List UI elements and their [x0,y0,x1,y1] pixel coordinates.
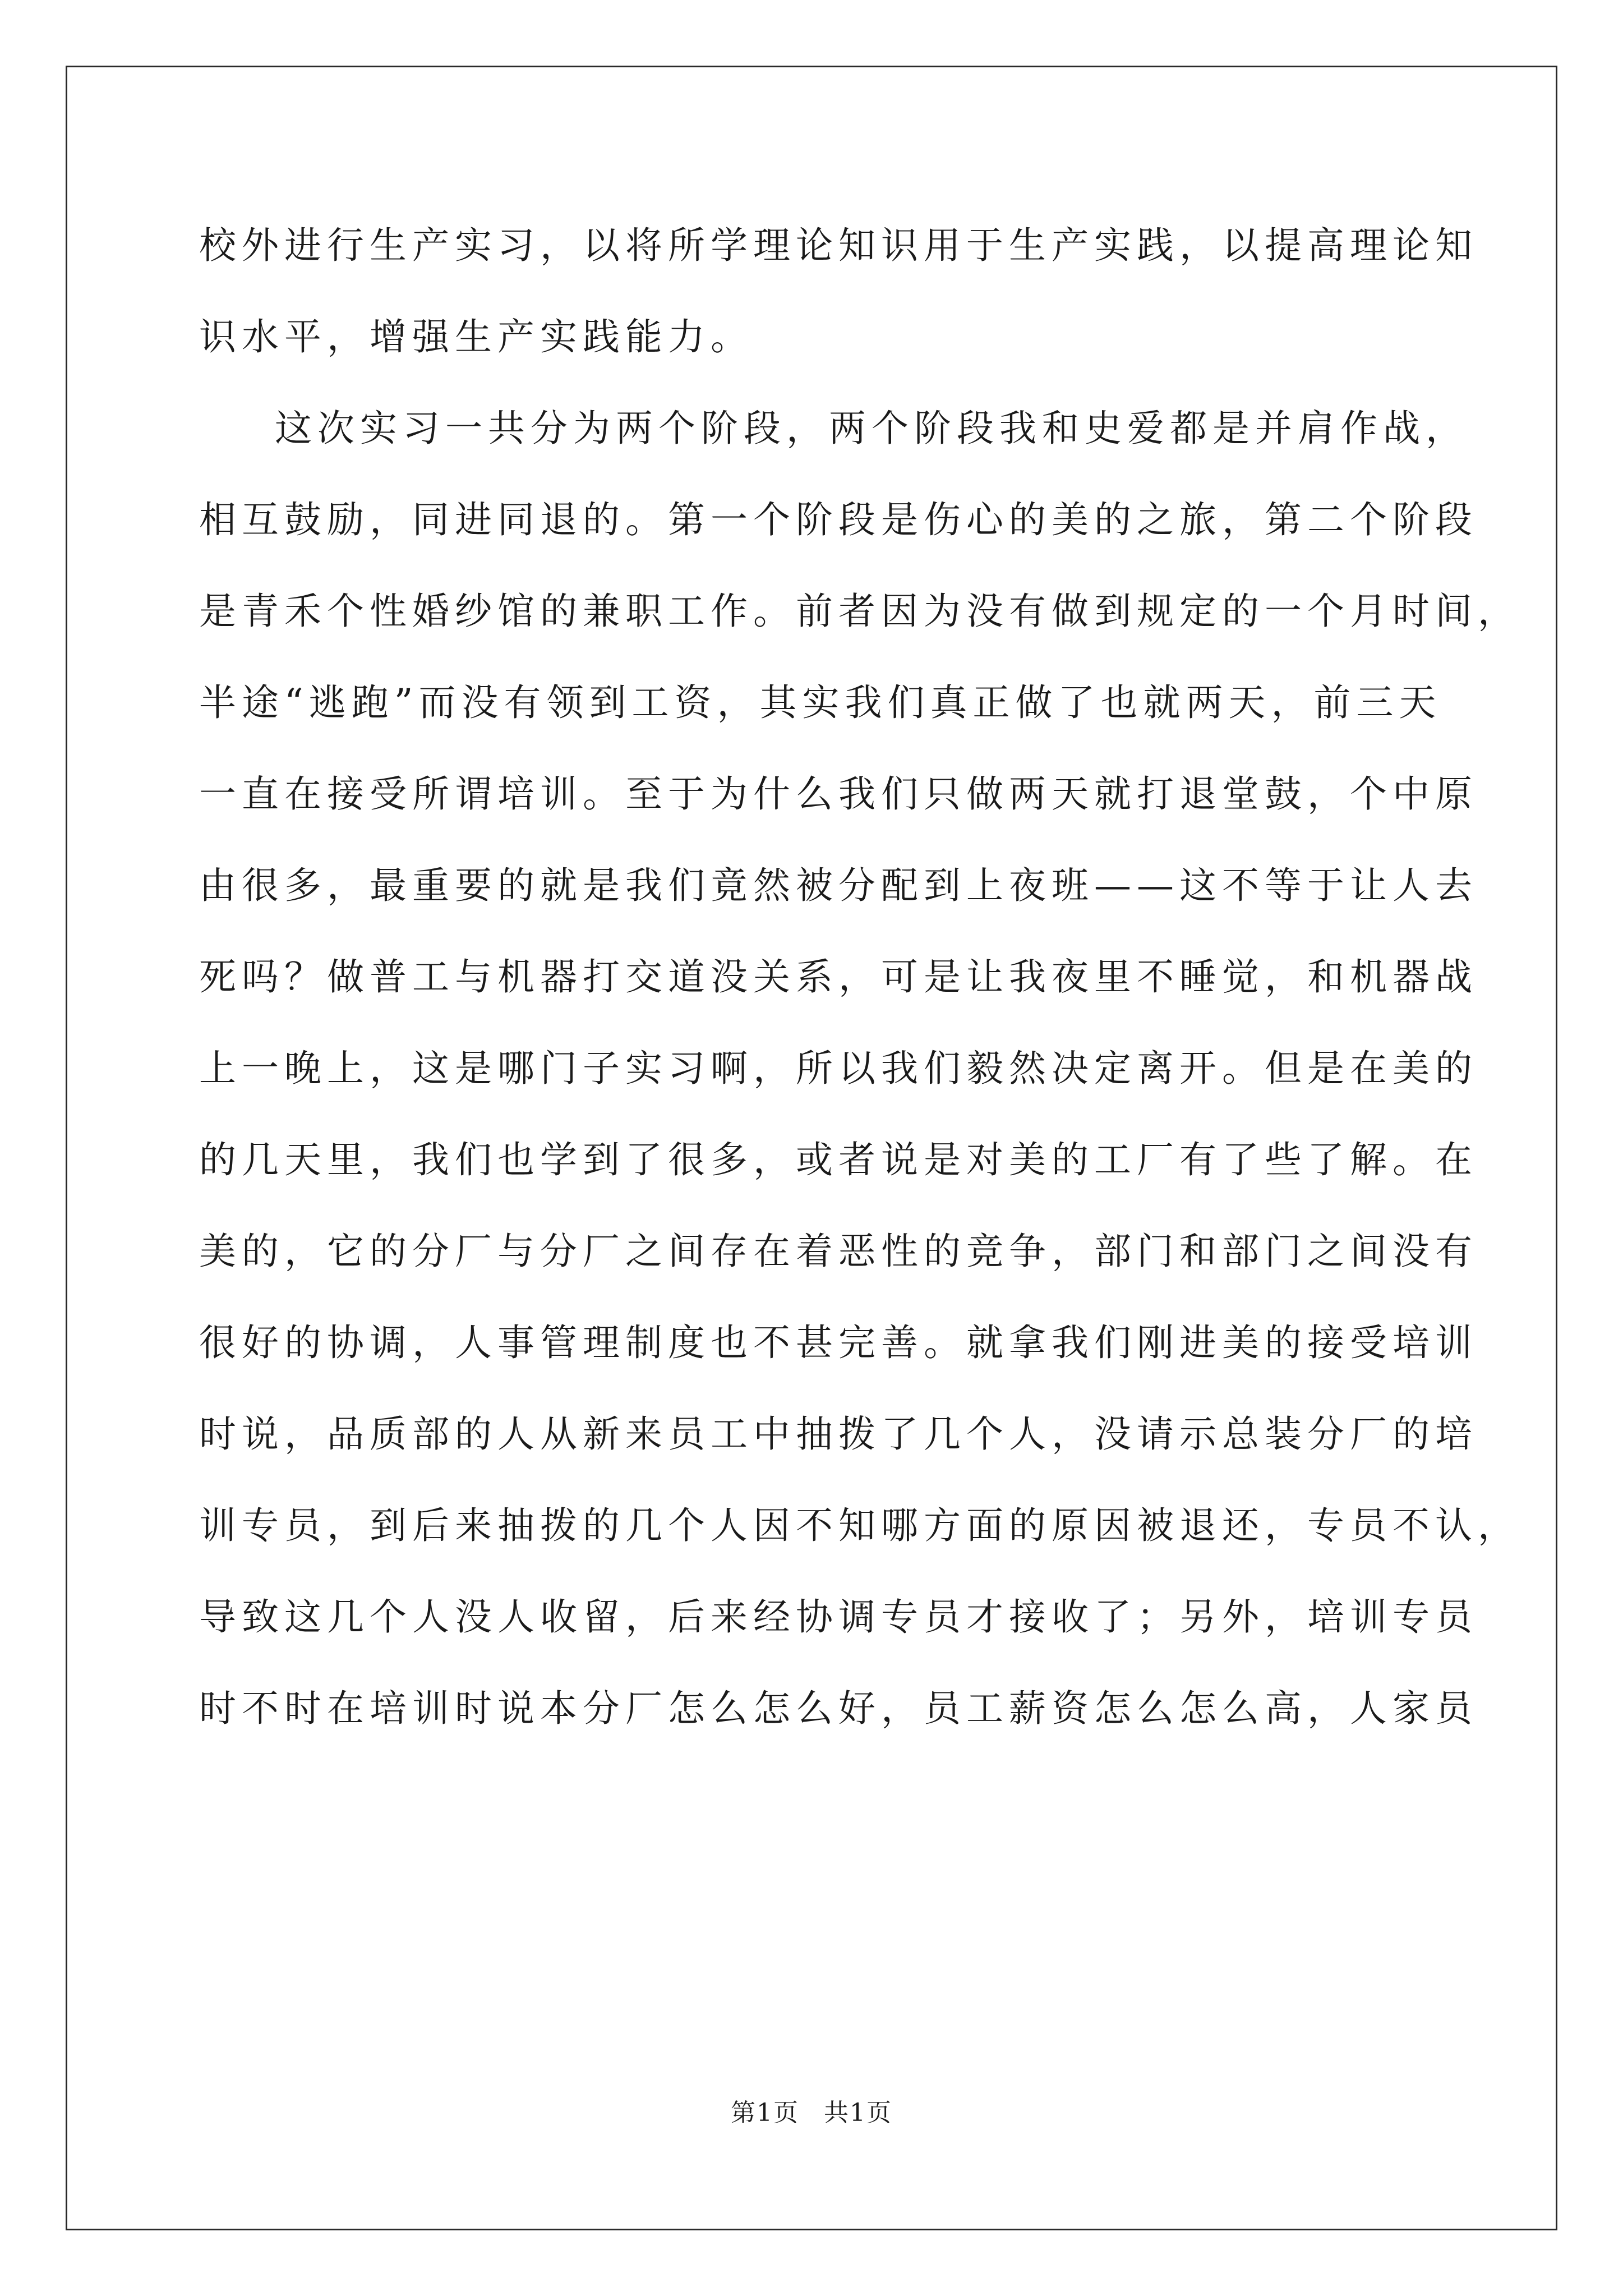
text-line: 死吗？做普工与机器打交道没关系，可是让我夜里不睡觉，和机器战 [199,955,1478,999]
text-line: 导致这几个人没人收留，后来经协调专员才接收了；另外，培训专员 [199,1595,1478,1639]
text-line: 半途“逃跑”而没有领到工资，其实我们真正做了也就两天，前三天 [199,681,1442,724]
text-line: 的几天里，我们也学到了很多，或者说是对美的工厂有了些了解。在 [199,1138,1478,1181]
text-line: 识水平，增强生产实践能力。 [199,315,753,358]
text-line: 时说，品质部的人从新来员工中抽拨了几个人，没请示总装分厂的培 [199,1412,1478,1456]
text-line: 相互鼓励，同进同退的。第一个阶段是伤心的美的之旅，第二个阶段 [199,498,1478,541]
text-line: 时不时在培训时说本分厂怎么怎么好，员工薪资怎么怎么高，人家员 [199,1687,1478,1730]
page-footer [0,2092,1623,2128]
text-line: 校外进行生产实习，以将所学理论知识用于生产实践，以提高理论知 [199,224,1478,267]
text-line: 很好的协调，人事管理制度也不甚完善。就拿我们刚进美的接受培训 [199,1321,1478,1364]
text-line: 一直在接受所谓培训。至于为什么我们只做两天就打退堂鼓，个中原 [199,772,1478,816]
page-number: 第1页 [731,2099,799,2127]
page-total: 共1页 [824,2099,892,2127]
text-line: 上一晚上，这是哪门子实习啊，所以我们毅然决定离开。但是在美的 [199,1047,1478,1090]
text-line: 由很多，最重要的就是我们竟然被分配到上夜班——这不等于让人去 [199,864,1478,907]
text-line: 是青禾个性婚纱馆的兼职工作。前者因为没有做到规定的一个月时间， [199,590,1520,633]
text-line: 美的，它的分厂与分厂之间存在着恶性的竞争，部门和部门之间没有 [199,1230,1478,1273]
text-line: 训专员，到后来抽拨的几个人因不知哪方面的原因被退还，专员不认， [199,1504,1520,1547]
paragraph-first-line: 这次实习一共分为两个阶段，两个阶段我和史爱都是并肩作战， [275,407,1468,450]
